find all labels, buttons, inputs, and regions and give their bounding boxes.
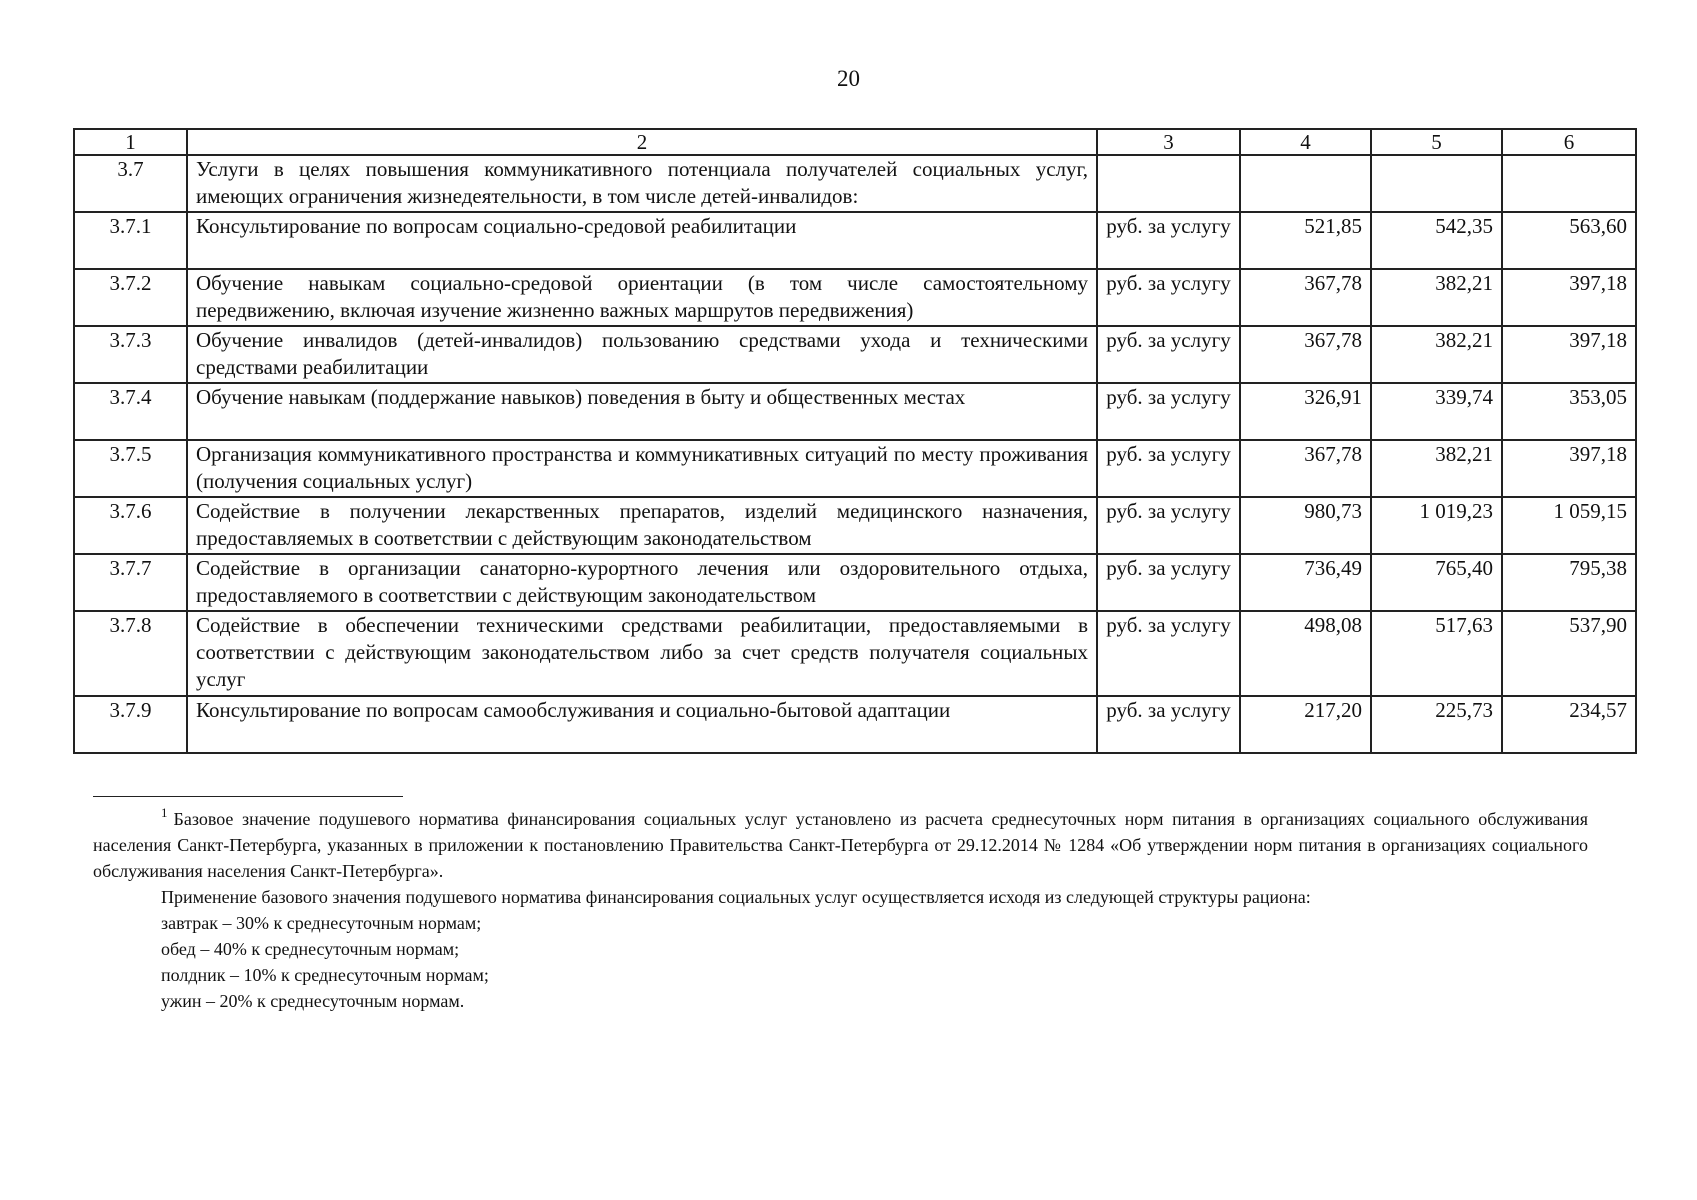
service-unit: руб. за услугу [1097, 212, 1240, 269]
service-number: 3.7.5 [74, 440, 187, 497]
service-description: Обучение навыкам социально-средовой ориентации (в том числе самостоятельному передвижению, включая изучение жизненно важных маршрутов передвижения) [187, 269, 1097, 326]
section-row [74, 155, 1636, 212]
price-col-4: 217,20 [1240, 696, 1371, 753]
price-col-4: 367,78 [1240, 440, 1371, 497]
price-col-4: 521,85 [1240, 212, 1371, 269]
page-number: 20 [837, 66, 860, 91]
table-row [74, 212, 1636, 269]
footnote-text: Базовое значение подушевого норматива финансирования социальных услуг установлено из расчета среднесуточных норм питания в организациях социального обслуживания населения Санкт-Петербурга, указанных в приложении к постановлению Правительства Санкт-Петербурга от 29.12.2014 № 1284 «Об утверждении норм питания в организациях социального обслуживания населения Санкт-Петербурга». [93, 809, 1588, 881]
table-row [74, 383, 1636, 440]
price-col-5: 517,63 [1371, 611, 1502, 696]
price-col-6: 795,38 [1502, 554, 1636, 611]
service-unit: руб. за услугу [1097, 497, 1240, 554]
table-header-row [74, 129, 1636, 155]
empty-cell [1240, 155, 1371, 212]
service-description: Консультирование по вопросам социально-средовой реабилитации [187, 212, 1097, 269]
service-description: Содействие в получении лекарственных препаратов, изделий медицинского назначения, предоставляемых в соответствии с действующим законодательством [187, 497, 1097, 554]
empty-cell [1371, 155, 1502, 212]
footnote-line: ужин – 20% к среднесуточным нормам. [161, 991, 465, 1011]
service-unit: руб. за услугу [1097, 383, 1240, 440]
price-col-6: 397,18 [1502, 269, 1636, 326]
table-row [74, 696, 1636, 753]
price-col-6: 537,90 [1502, 611, 1636, 696]
service-number: 3.7.4 [74, 383, 187, 440]
service-unit: руб. за услугу [1097, 440, 1240, 497]
service-description: Обучение инвалидов (детей-инвалидов) пользованию средствами ухода и техническими средствами реабилитации [187, 326, 1097, 383]
service-description: Консультирование по вопросам самообслуживания и социально-бытовой адаптации [187, 696, 1097, 753]
price-col-5: 765,40 [1371, 554, 1502, 611]
service-number: 3.7.6 [74, 497, 187, 554]
price-col-5: 382,21 [1371, 326, 1502, 383]
footnote [93, 800, 1588, 1014]
service-unit: руб. за услугу [1097, 696, 1240, 753]
footnote-line: полдник – 10% к среднесуточным нормам; [161, 965, 489, 985]
service-number: 3.7.9 [74, 696, 187, 753]
price-col-4: 367,78 [1240, 269, 1371, 326]
service-number: 3.7.7 [74, 554, 187, 611]
service-description: Содействие в обеспечении техническими средствами реабилитации, предоставляемыми в соответствии с действующим законодательством либо за счет средств получателя социальных услуг [187, 611, 1097, 696]
column-header: 3 [1097, 129, 1240, 155]
table-row [74, 611, 1636, 696]
service-number: 3.7.1 [74, 212, 187, 269]
price-col-6: 397,18 [1502, 440, 1636, 497]
table-row [74, 440, 1636, 497]
price-col-6: 397,18 [1502, 326, 1636, 383]
service-description: Обучение навыкам (поддержание навыков) поведения в быту и общественных местах [187, 383, 1097, 440]
price-col-4: 326,91 [1240, 383, 1371, 440]
service-unit: руб. за услугу [1097, 269, 1240, 326]
price-col-6: 1 059,15 [1502, 497, 1636, 554]
price-col-5: 542,35 [1371, 212, 1502, 269]
table-row [74, 497, 1636, 554]
price-col-5: 225,73 [1371, 696, 1502, 753]
column-header: 6 [1502, 129, 1636, 155]
empty-cell [1097, 155, 1240, 212]
table-row [74, 326, 1636, 383]
service-number: 3.7.3 [74, 326, 187, 383]
column-header: 2 [187, 129, 1097, 155]
price-col-4: 980,73 [1240, 497, 1371, 554]
service-description: Содействие в организации санаторно-курортного лечения или оздоровительного отдыха, предоставляемого в соответствии с действующим законодательством [187, 554, 1097, 611]
column-header: 5 [1371, 129, 1502, 155]
table-row [74, 554, 1636, 611]
footnote-first-paragraph [93, 800, 1588, 884]
price-col-4: 367,78 [1240, 326, 1371, 383]
service-number: 3.7.8 [74, 611, 187, 696]
price-col-5: 339,74 [1371, 383, 1502, 440]
table-row [74, 269, 1636, 326]
price-col-4: 498,08 [1240, 611, 1371, 696]
service-unit: руб. за услугу [1097, 326, 1240, 383]
price-col-6: 563,60 [1502, 212, 1636, 269]
empty-cell [1502, 155, 1636, 212]
price-col-4: 736,49 [1240, 554, 1371, 611]
service-number: 3.7.2 [74, 269, 187, 326]
price-col-5: 1 019,23 [1371, 497, 1502, 554]
service-description: Организация коммуникативного пространства и коммуникативных ситуаций по месту проживания (получения социальных услуг) [187, 440, 1097, 497]
price-col-5: 382,21 [1371, 440, 1502, 497]
footnote-line: обед – 40% к среднесуточным нормам; [161, 939, 460, 959]
service-unit: руб. за услугу [1097, 554, 1240, 611]
price-col-6: 353,05 [1502, 383, 1636, 440]
footnote-mark: 1 [161, 805, 168, 820]
footnote-line: Применение базового значения подушевого норматива финансирования социальных услуг осуществляется исходя из следующей структуры рациона: [161, 887, 1311, 907]
column-header: 4 [1240, 129, 1371, 155]
section-number: 3.7 [74, 155, 187, 212]
services-price-table [73, 128, 1637, 754]
service-unit: руб. за услугу [1097, 611, 1240, 696]
section-title: Услуги в целях повышения коммуникативного потенциала получателей социальных услуг, имеющих ограничения жизнедеятельности, в том числе детей-инвалидов: [187, 155, 1097, 212]
footnote-separator [93, 796, 403, 797]
footnote-line: завтрак – 30% к среднесуточным нормам; [161, 913, 482, 933]
price-col-5: 382,21 [1371, 269, 1502, 326]
price-col-6: 234,57 [1502, 696, 1636, 753]
column-header: 1 [74, 129, 187, 155]
